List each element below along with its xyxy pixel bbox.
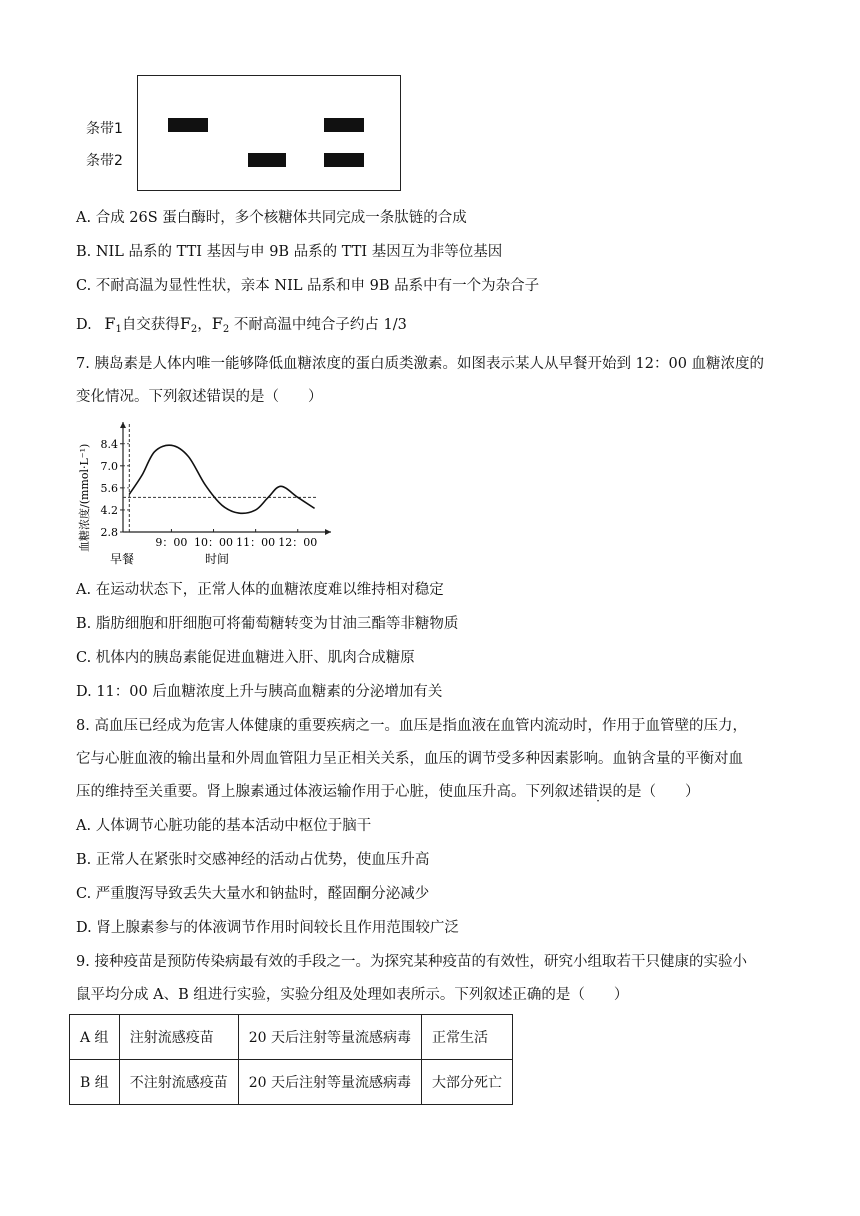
- q8-line3-end: 的是（ ）: [612, 784, 700, 800]
- chart-x-start-label: 早餐: [110, 552, 135, 566]
- band-1-right: [324, 118, 364, 132]
- q6-option-d: [76, 314, 407, 340]
- chart-y-tick-label: 4.2: [100, 503, 118, 517]
- f2-symbol-b: F: [211, 314, 223, 333]
- chart-axes: [120, 422, 331, 535]
- q7-option-b: B. 脂肪细胞和肝细胞可将葡萄糖转变为甘油三酯等非糖物质: [76, 616, 459, 632]
- band-label-2: 条带2: [86, 153, 123, 169]
- q6-option-d-prefix: D.: [76, 317, 92, 333]
- chart-x-tick-label: 10：00: [194, 536, 234, 549]
- chart-y-tick-label: 2.8: [100, 526, 118, 539]
- q9-line2: 鼠平均分成 A、B 组进行实验，实验分组及处理如表所示。下列叙述正确的是（ ）: [76, 987, 629, 1003]
- q7-stem-line1: 7. 胰岛素是人体内唯一能够降低血糖浓度的蛋白质类激素。如图表示某人从早餐开始到 12：00 血糖浓度的: [76, 356, 765, 372]
- table-cell: 20 天后注射等量流感病毒: [238, 1060, 421, 1105]
- q9-line1: 9. 接种疫苗是预防传染病最有效的手段之一。为探究某种疫苗的有效性，研究小组取若干只健康的实验小: [76, 954, 747, 970]
- f2-sub-b: 2: [222, 324, 230, 335]
- chart-x-tick-label: 11：00: [236, 536, 276, 549]
- band-2-right: [324, 153, 364, 167]
- f2-symbol-a: F: [179, 314, 191, 333]
- chart-y-tick-label: 7.0: [100, 459, 118, 473]
- q8-option-a: A. 人体调节心脏功能的基本活动中枢位于脑干: [76, 818, 372, 834]
- q8-option-b: B. 正常人在紧张时交感神经的活动占优势，使血压升高: [76, 852, 430, 868]
- chart-x-tick-label: 12：00: [278, 536, 318, 549]
- blood-glucose-chart: [70, 420, 340, 570]
- chart-x-tick-label: 9：00: [155, 536, 188, 549]
- q8-line2: 它与心脏血液的输出量和外周血管阻力呈正相关关系，血压的调节受多种因素影响。血钠含量的平衡对血: [76, 751, 743, 767]
- table-row: [70, 1015, 513, 1060]
- q7-option-a: A. 在运动状态下，正常人体的血糖浓度难以维持相对稳定: [76, 582, 444, 598]
- q8-line3-start: 压的维持至关重要。肾上腺素通过体液运输作用于心脏，使血压升高。下列叙述: [76, 784, 584, 800]
- table-cell: A 组: [70, 1015, 120, 1060]
- band-1-left: [168, 118, 208, 132]
- glucose-curve: [129, 445, 314, 513]
- q8-line1: 8. 高血压已经成为危害人体健康的重要疾病之一。血压是指血液在血管内流动时，作用于血管壁的压力，: [76, 718, 747, 734]
- q6-option-b: B. NIL 品系的 TTI 基因与申 9B 品系的 TTI 基因互为非等位基因: [76, 244, 503, 260]
- chart-y-tick-label: 8.4: [100, 437, 118, 451]
- q8-emphasis-text: 错误: [583, 784, 613, 800]
- chart-y-tick-label: 5.6: [100, 481, 118, 495]
- chart-y-arrow: [120, 422, 126, 428]
- q6-option-d-suffix: 不耐高温中纯合子约占 1/3: [233, 317, 407, 333]
- chart-series: [129, 445, 314, 513]
- chart-xlabel: 时间: [205, 552, 230, 566]
- q6-option-d-comma: ，: [197, 317, 212, 333]
- f1-sub: 1: [115, 324, 122, 335]
- q6-option-c: C. 不耐高温为显性性状，亲本 NIL 品系和申 9B 品系中有一个为杂合子: [76, 278, 540, 294]
- table-cell: 大部分死亡: [422, 1060, 513, 1105]
- q8-line3: [76, 782, 700, 802]
- f1-symbol: F: [104, 314, 116, 333]
- q6-option-a: A. 合成 26S 蛋白酶时，多个核糖体共同完成一条肽链的合成: [76, 210, 467, 226]
- q7-option-c: C. 机体内的胰岛素能促进血糖进入肝、肌肉合成糖原: [76, 650, 415, 666]
- table-cell: B 组: [70, 1060, 120, 1105]
- chart-x-arrow: [325, 529, 331, 535]
- experiment-table: [69, 1014, 513, 1105]
- q8-option-c: C. 严重腹泻导致丢失大量水和钠盐时，醛固酮分泌减少: [76, 886, 430, 902]
- band-figure: [137, 75, 401, 191]
- band-2-middle: [248, 153, 286, 167]
- table-cell: 正常生活: [422, 1015, 513, 1060]
- q7-stem-line2: 变化情况。下列叙述错误的是（ ）: [76, 389, 323, 405]
- q8-option-d: D. 肾上腺素参与的体液调节作用时间较长且作用范围较广泛: [76, 920, 459, 936]
- band-label-1: 条带1: [86, 121, 123, 137]
- chart-ylabel: 血糖浓度/(mmol·L⁻¹): [78, 443, 91, 552]
- f2-sub-a: 2: [190, 324, 198, 335]
- q7-option-d: D. 11：00 后血糖浓度上升与胰高血糖素的分泌增加有关: [76, 684, 443, 700]
- q8-emphasis-error: [584, 784, 613, 800]
- table-cell: 注射流感疫苗: [119, 1015, 238, 1060]
- q6-option-d-mid: 自交获得: [121, 317, 180, 333]
- table-cell: 20 天后注射等量流感病毒: [238, 1015, 421, 1060]
- table-row: [70, 1060, 513, 1105]
- table-cell: 不注射流感疫苗: [119, 1060, 238, 1105]
